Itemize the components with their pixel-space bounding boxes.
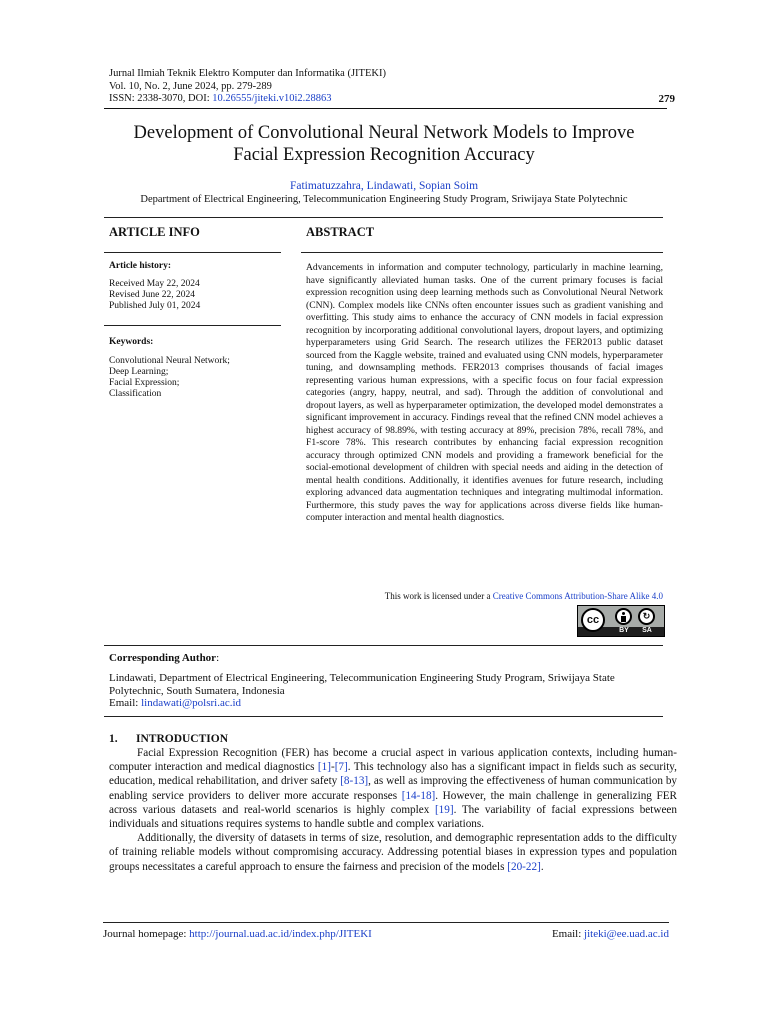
intro-paragraph-1: Facial Expression Recognition (FER) has become a crucial aspect in various application contexts, including human-computer interaction and medical diagnostics [1]-[7]. This technology also has a significant impact in fields such as security, education, medical rehabilitation, and driver safety [8-13], as well as improving the effectiveness of human communication by enabling service providers to deliver more accurate responses [14-18]. However, the main challenge in generalizing FER across various datasets and real-world scenarios is highly complex [19]. The variability of facial expressions between individuals and situations requires systems to handle subtle and complex variations. bbox=[109, 747, 678, 831]
introduction-heading bbox=[109, 733, 228, 745]
section-number: 1. bbox=[109, 733, 118, 745]
keyword-item: Deep Learning; bbox=[109, 367, 169, 377]
received-date: Received May 22, 2024 bbox=[109, 279, 200, 289]
cc-logo-icon: cc bbox=[581, 608, 605, 632]
attribution-person-icon bbox=[615, 608, 632, 625]
citation-link[interactable]: [14-18] bbox=[401, 789, 436, 802]
corresponding-author bbox=[109, 672, 649, 710]
article-info-heading: ARTICLE INFO bbox=[109, 225, 200, 239]
email-label: Email: bbox=[109, 697, 142, 709]
header-rule bbox=[104, 108, 667, 109]
page-number: 279 bbox=[658, 93, 675, 105]
corresponding-heading bbox=[109, 652, 219, 664]
paper-title bbox=[70, 122, 698, 166]
footer-email-link[interactable]: jiteki@ee.uad.ac.id bbox=[584, 928, 669, 940]
title-line-1: Development of Convolutional Neural Network Models to Improve bbox=[133, 123, 635, 143]
article-info-rule bbox=[104, 252, 281, 253]
share-alike-icon: ↻ bbox=[638, 608, 655, 625]
homepage-label: Journal homepage: bbox=[103, 928, 190, 940]
citation-link[interactable]: [8-13] bbox=[340, 775, 369, 788]
homepage-link[interactable]: http://journal.uad.ac.id/index.php/JITEKI bbox=[189, 928, 372, 940]
authors: Fatimatuzzahra, Lindawati, Sopian Soim bbox=[289, 180, 479, 192]
keyword-item: Convolutional Neural Network; bbox=[109, 356, 230, 366]
corresponding-line-1: Lindawati, Department of Electrical Engineering, Telecommunication Engineering Study Program, Sriwijaya State bbox=[109, 672, 615, 684]
citation-link[interactable]: [20-22] bbox=[507, 860, 541, 873]
abstract-heading: ABSTRACT bbox=[306, 225, 375, 239]
published-date: Published July 01, 2024 bbox=[109, 301, 201, 311]
corresponding-colon: : bbox=[216, 652, 220, 664]
abstract-text: Advancements in information and computer technology, particularly in machine learning, have significantly alleviated human tasks. One of the current primary focuses is facial expression recognition using deep learning methods such as Convolutional Neural Network (CNN). Complex models like CNNs often encounter issues such as gradient vanishing and overfitting. This study aims to enhance the accuracy of CNN models in facial expression recognition by incorporating additional convolutional layers, dropout layers, and optimizing hyperparameters using Grid Search. The research utilizes the FER2013 public dataset sourced from the Kaggle website, trained and evaluated using CNN models, hyperparameter tuning, and downsampling methods. FER2013 comprises thousands of facial images representing various human expressions, with a specific focus on four facial expression categories (angry, happy, neutral, and sad). Through the addition of convolutional and dropout layers, as well as hyperparameter optimization, the developed model demonstrates a significant improvement in accuracy. Findings reveal that the refined CNN model achieves a highest accuracy of 98.89%, with testing accuracy at 89%, precision 78%, recall 78%, and F1-score 78%. This research contributes by enhancing facial expression recognition accuracy through optimized CNN models and providing a framework beneficial for the social-emotional development of children with special needs and aiding in the detection of mental health conditions. Additionally, it identifies avenues for future research, including exploring advanced data augmentation techniques and integrating multimodal information. Furthermore, this study paves the way for applications across diverse fields like human-computer interaction and mental health diagnostics. bbox=[306, 262, 663, 523]
article-history bbox=[109, 279, 200, 312]
keyword-item: Classification bbox=[109, 389, 162, 399]
citation-link[interactable]: [1] bbox=[317, 761, 331, 774]
corresponding-line-2: Polytechnic, South Sumatera, Indonesia bbox=[109, 684, 285, 697]
volume-info: Vol. 10, No. 2, June 2024, pp. 279-289 bbox=[109, 80, 272, 92]
keywords-list bbox=[109, 356, 230, 400]
article-history-label: Article history: bbox=[109, 261, 171, 271]
license-link[interactable]: Creative Commons Attribution-Share Alike 4.0 bbox=[492, 591, 663, 601]
citation-link[interactable]: [7] bbox=[334, 761, 348, 774]
abstract-rule bbox=[301, 252, 663, 253]
revised-date: Revised June 22, 2024 bbox=[109, 290, 196, 300]
running-header bbox=[109, 68, 386, 106]
page-footer bbox=[103, 928, 669, 940]
license-note bbox=[306, 591, 663, 601]
footer-email-label: Email: bbox=[551, 928, 585, 940]
history-rule bbox=[104, 325, 281, 326]
corresponding-email[interactable]: lindawati@polsri.ac.id bbox=[141, 697, 242, 709]
section-title: INTRODUCTION bbox=[136, 733, 229, 745]
citation-link[interactable]: [19] bbox=[434, 803, 454, 816]
issn-doi bbox=[109, 93, 386, 106]
cc-by-sa-badge[interactable] bbox=[577, 605, 665, 637]
corresponding-email-row bbox=[109, 697, 649, 710]
introduction-body bbox=[109, 746, 677, 874]
footer-email bbox=[552, 928, 669, 940]
doi-link[interactable]: 10.26555/jiteki.v10i2.28863 bbox=[212, 93, 332, 104]
badge-by-label: BY bbox=[619, 627, 629, 634]
badge-sa-label: SA bbox=[642, 627, 652, 634]
affiliation-rule bbox=[104, 217, 663, 218]
title-line-2: Facial Expression Recognition Accuracy bbox=[233, 145, 535, 165]
keywords-label: Keywords: bbox=[109, 337, 154, 347]
affiliation: Department of Electrical Engineering, Telecommunication Engineering Study Program, Sriwijaya State Polytechnic bbox=[140, 194, 628, 205]
license-rule bbox=[104, 645, 663, 646]
keyword-item: Facial Expression; bbox=[109, 378, 180, 388]
journal-name: Jurnal Ilmiah Teknik Elektro Komputer dan Informatika (JITEKI) bbox=[109, 68, 386, 79]
intro-paragraph-2: Additionally, the diversity of datasets in terms of size, resolution, and demographic representation adds to the difficulty of training reliable models without compromising accuracy. Addressing potential biases in expression types and population groups necessitates a careful approach to ensure the fairness and precision of the models [20-22]. bbox=[109, 832, 677, 873]
footer-rule bbox=[103, 922, 669, 923]
author-rule bbox=[104, 716, 663, 717]
license-prefix: This work is licensed under a bbox=[384, 591, 493, 601]
corresponding-label: Corresponding Author bbox=[109, 652, 217, 664]
issn-label: ISSN: 2338-3070, DOI: bbox=[109, 93, 213, 104]
